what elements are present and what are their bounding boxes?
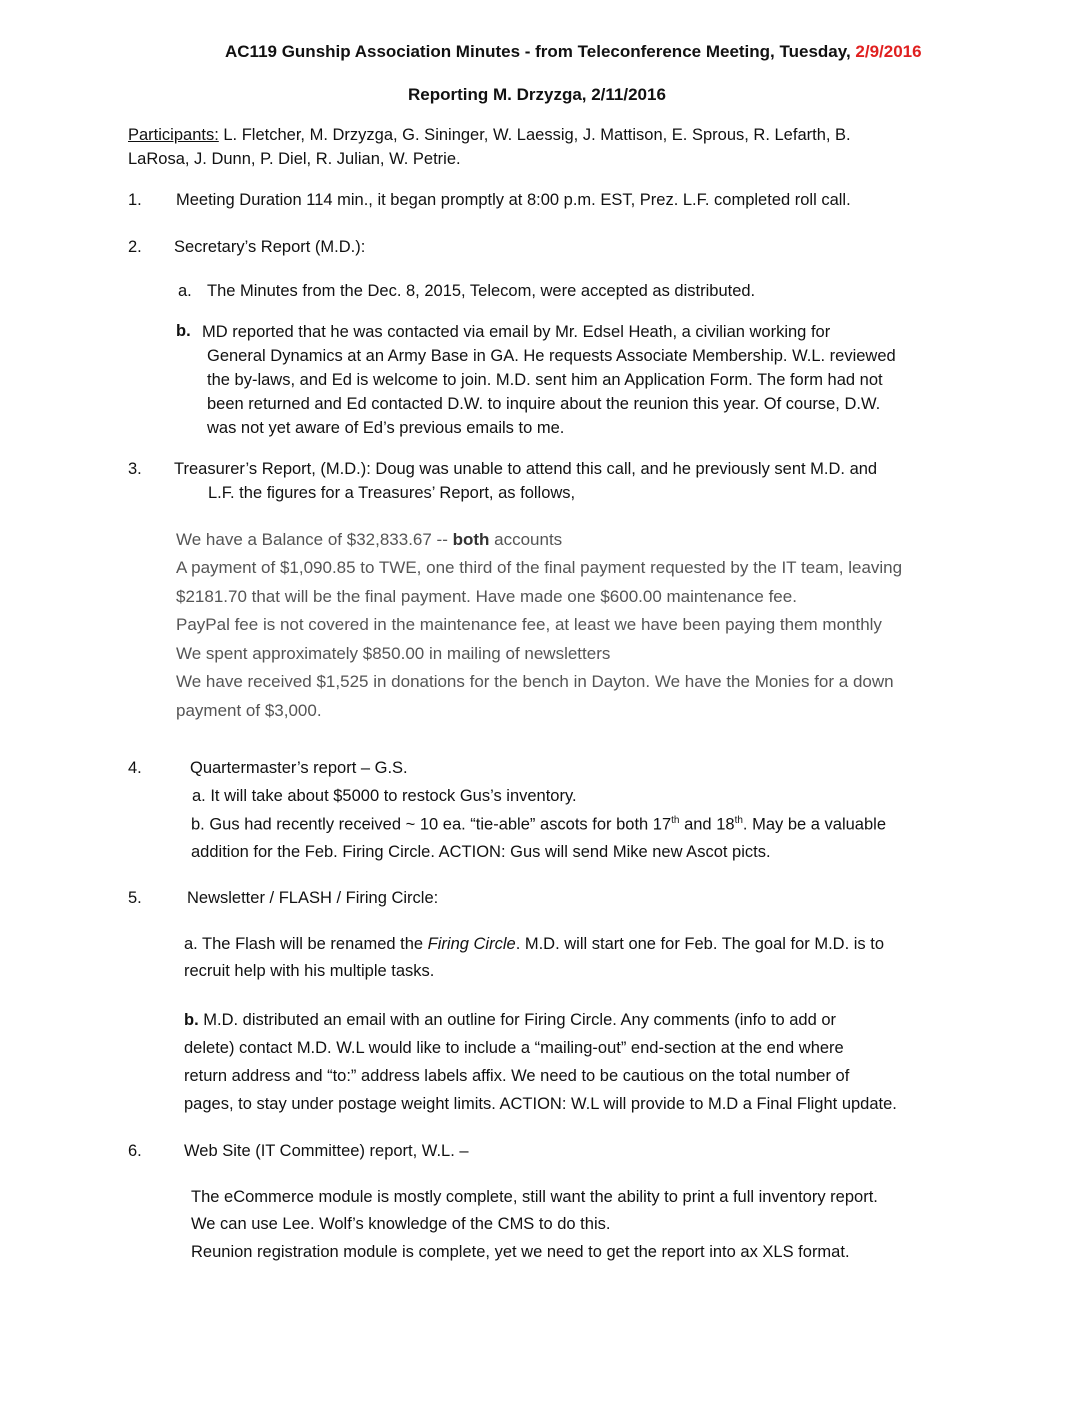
newsletter-b-line-2: delete) contact M.D. W.L would like to include a “mailing-out” end-section at the end where (184, 1039, 844, 1057)
newsletter-b-line-3: return address and “to:” address labels affix. We need to be cautious on the total number of (184, 1067, 850, 1085)
website-heading: Web Site (IT Committee) report, W.L. – (184, 1142, 469, 1160)
treasurer-report-line-2: L.F. the figures for a Treasures’ Report, as follows, (208, 484, 576, 502)
item-number-4: 4. (128, 759, 142, 777)
secretary-b-line-1: MD reported that he was contacted via email by Mr. Edsel Heath, a civilian working for (202, 323, 831, 341)
participants-names: L. Fletcher, M. Drzyzga, G. Sininger, W. Laessig, J. Mattison, E. Sprous, R. Lefarth, B. (218, 126, 851, 144)
newsletter-a-line-1: a. The Flash will be renamed the Firing Circle. M.D. will start one for Feb. The goal for M.D. is to (184, 935, 885, 953)
participants-line-2: LaRosa, J. Dunn, P. Diel, R. Julian, W. Petrie. (128, 150, 461, 168)
website-line-1: The eCommerce module is mostly complete, still want the ability to print a full inventory report. (191, 1188, 878, 1206)
treasurer-line-6: payment of $3,000. (176, 701, 322, 720)
item-number-2: 2. (128, 238, 142, 256)
newsletter-b-line-1: b. M.D. distributed an email with an outline for Firing Circle. Any comments (info to add or (184, 1011, 837, 1029)
treasurer-report-line-1: Treasurer’s Report, (M.D.): Doug was unable to attend this call, and he previously sent M.D. and (174, 460, 878, 478)
treasurer-line-1: A payment of $1,090.85 to TWE, one third of the final payment requested by the IT team, leaving (176, 558, 903, 577)
item-number-3: 3. (128, 460, 142, 478)
item-number-5: 5. (128, 889, 142, 907)
secretary-b-line-4: been returned and Ed contacted D.W. to inquire about the reunion this year. Of course, D.W. (207, 395, 881, 413)
newsletter-heading: Newsletter / FLASH / Firing Circle: (187, 889, 439, 907)
secretary-b-line-3: the by-laws, and Ed is welcome to join. M.D. sent him an Application Form. The form had not (207, 371, 883, 389)
treasurer-balance (176, 526, 562, 555)
quartermaster-b-line-1: b. Gus had recently received ~ 10 ea. “tie-able” ascots for both 17th and 18th. May be a valuable (191, 815, 886, 834)
item-1-text: Meeting Duration 114 min., it began promptly at 8:00 p.m. EST, Prez. L.F. completed roll call. (176, 191, 851, 209)
secretary-b-line-2: General Dynamics at an Army Base in GA. He requests Associate Membership. W.L. reviewed (207, 347, 896, 365)
participants-label: Participants: (128, 126, 219, 144)
treasurer-line-3: PayPal fee is not covered in the maintenance fee, at least we have been paying them monthly (176, 615, 882, 634)
quartermaster-heading: Quartermaster’s report – G.S. (190, 759, 408, 777)
newsletter-b-line-4: pages, to stay under postage weight limits. ACTION: W.L will provide to M.D a Final Flight update. (184, 1095, 897, 1113)
website-line-2: We can use Lee. Wolf’s knowledge of the CMS to do this. (191, 1215, 611, 1233)
secretary-report-heading: Secretary’s Report (M.D.): (174, 238, 366, 256)
quartermaster-b-line-2: addition for the Feb. Firing Circle. ACTION: Gus will send Mike new Ascot picts. (191, 843, 771, 861)
item-number-1: 1. (128, 191, 142, 209)
treasurer-line-4: We spent approximately $850.00 in mailing of newsletters (176, 644, 611, 663)
treasurer-line-2: $2181.70 that will be the final payment. Have made one $600.00 maintenance fee. (176, 587, 797, 606)
title-date: 2/9/2016 (855, 42, 922, 61)
secretary-b-line-5: was not yet aware of Ed’s previous emails to me. (207, 419, 565, 437)
quartermaster-a: a. It will take about $5000 to restock Gus’s inventory. (192, 787, 577, 805)
participants-line-1 (128, 126, 851, 145)
treasurer-line-5: We have received $1,525 in donations for the bench in Dayton. We have the Monies for a down (176, 672, 894, 691)
title-text: AC119 Gunship Association Minutes - from Teleconference Meeting, Tuesday, (225, 42, 856, 61)
secretary-b-label: b. (176, 322, 191, 340)
balance-bold: both (452, 530, 490, 549)
balance-suffix: accounts (489, 530, 563, 549)
secretary-a-label: a. (178, 282, 192, 300)
balance-text: We have a Balance of $32,833.67 -- (176, 530, 453, 549)
newsletter-a-line-2: recruit help with his multiple tasks. (184, 962, 435, 980)
document-title (225, 42, 922, 62)
item-number-6: 6. (128, 1142, 142, 1160)
website-line-3: Reunion registration module is complete, yet we need to get the report into ax XLS format. (191, 1243, 850, 1261)
secretary-a-text: The Minutes from the Dec. 8, 2015, Telecom, were accepted as distributed. (207, 282, 756, 300)
reporting-line: Reporting M. Drzyzga, 2/11/2016 (408, 85, 666, 104)
